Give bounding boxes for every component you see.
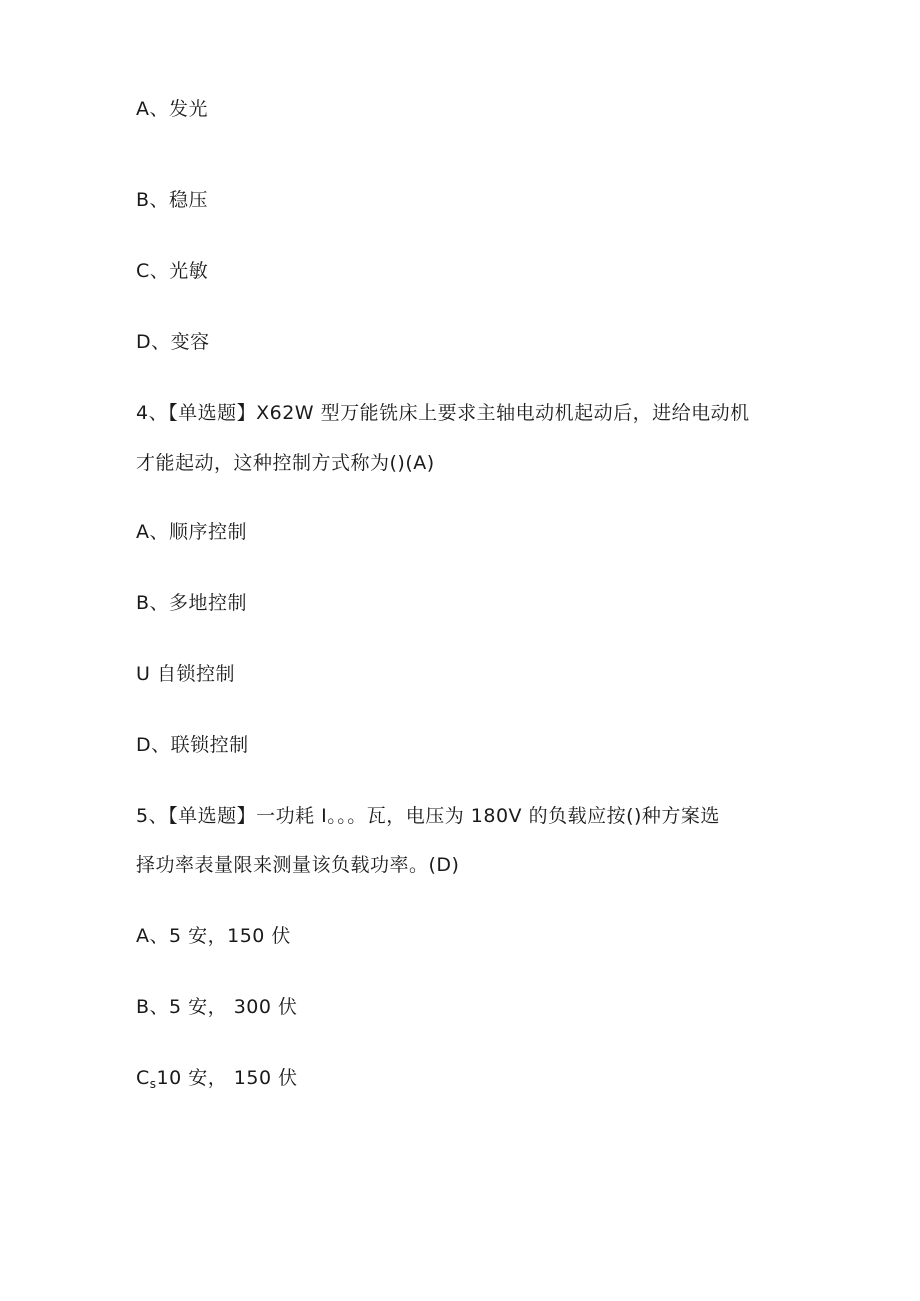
q5-option-c-subscript: s [149,1077,157,1091]
q5-option-a: A、5 安，150 伏 [136,925,291,947]
q4-option-a: A、顺序控制 [136,521,247,543]
q3-option-b: B、稳压 [136,189,209,211]
q4-option-b: B、多地控制 [136,592,248,614]
q3-option-c: C、光敏 [136,260,209,282]
q5-option-c [136,1065,298,1097]
q5-option-b: B、5 安， 300 伏 [136,996,298,1018]
q5-option-c-letter: C [136,1067,150,1089]
q4-option-d: D、联锁控制 [136,734,249,756]
q4-question-line-1: 4、【单选题】X62W 型万能铣床上要求主轴电动机起动后，进给电动机 [136,402,750,424]
q5-question-line-2: 择功率表量限来测量该负载功率。(D) [136,854,460,876]
q4-option-c: U 自锁控制 [136,663,235,685]
q3-option-a: A、发光 [136,98,208,120]
q5-option-c-text: 10 安， 150 伏 [156,1067,298,1089]
q4-question-line-2: 才能起动，这种控制方式称为()(A) [136,452,435,474]
q5-question-line-1: 5、【单选题】一功耗 I。。。瓦，电压为 180V 的负载应按()种方案选 [136,805,720,827]
q3-option-d: D、变容 [136,331,210,353]
